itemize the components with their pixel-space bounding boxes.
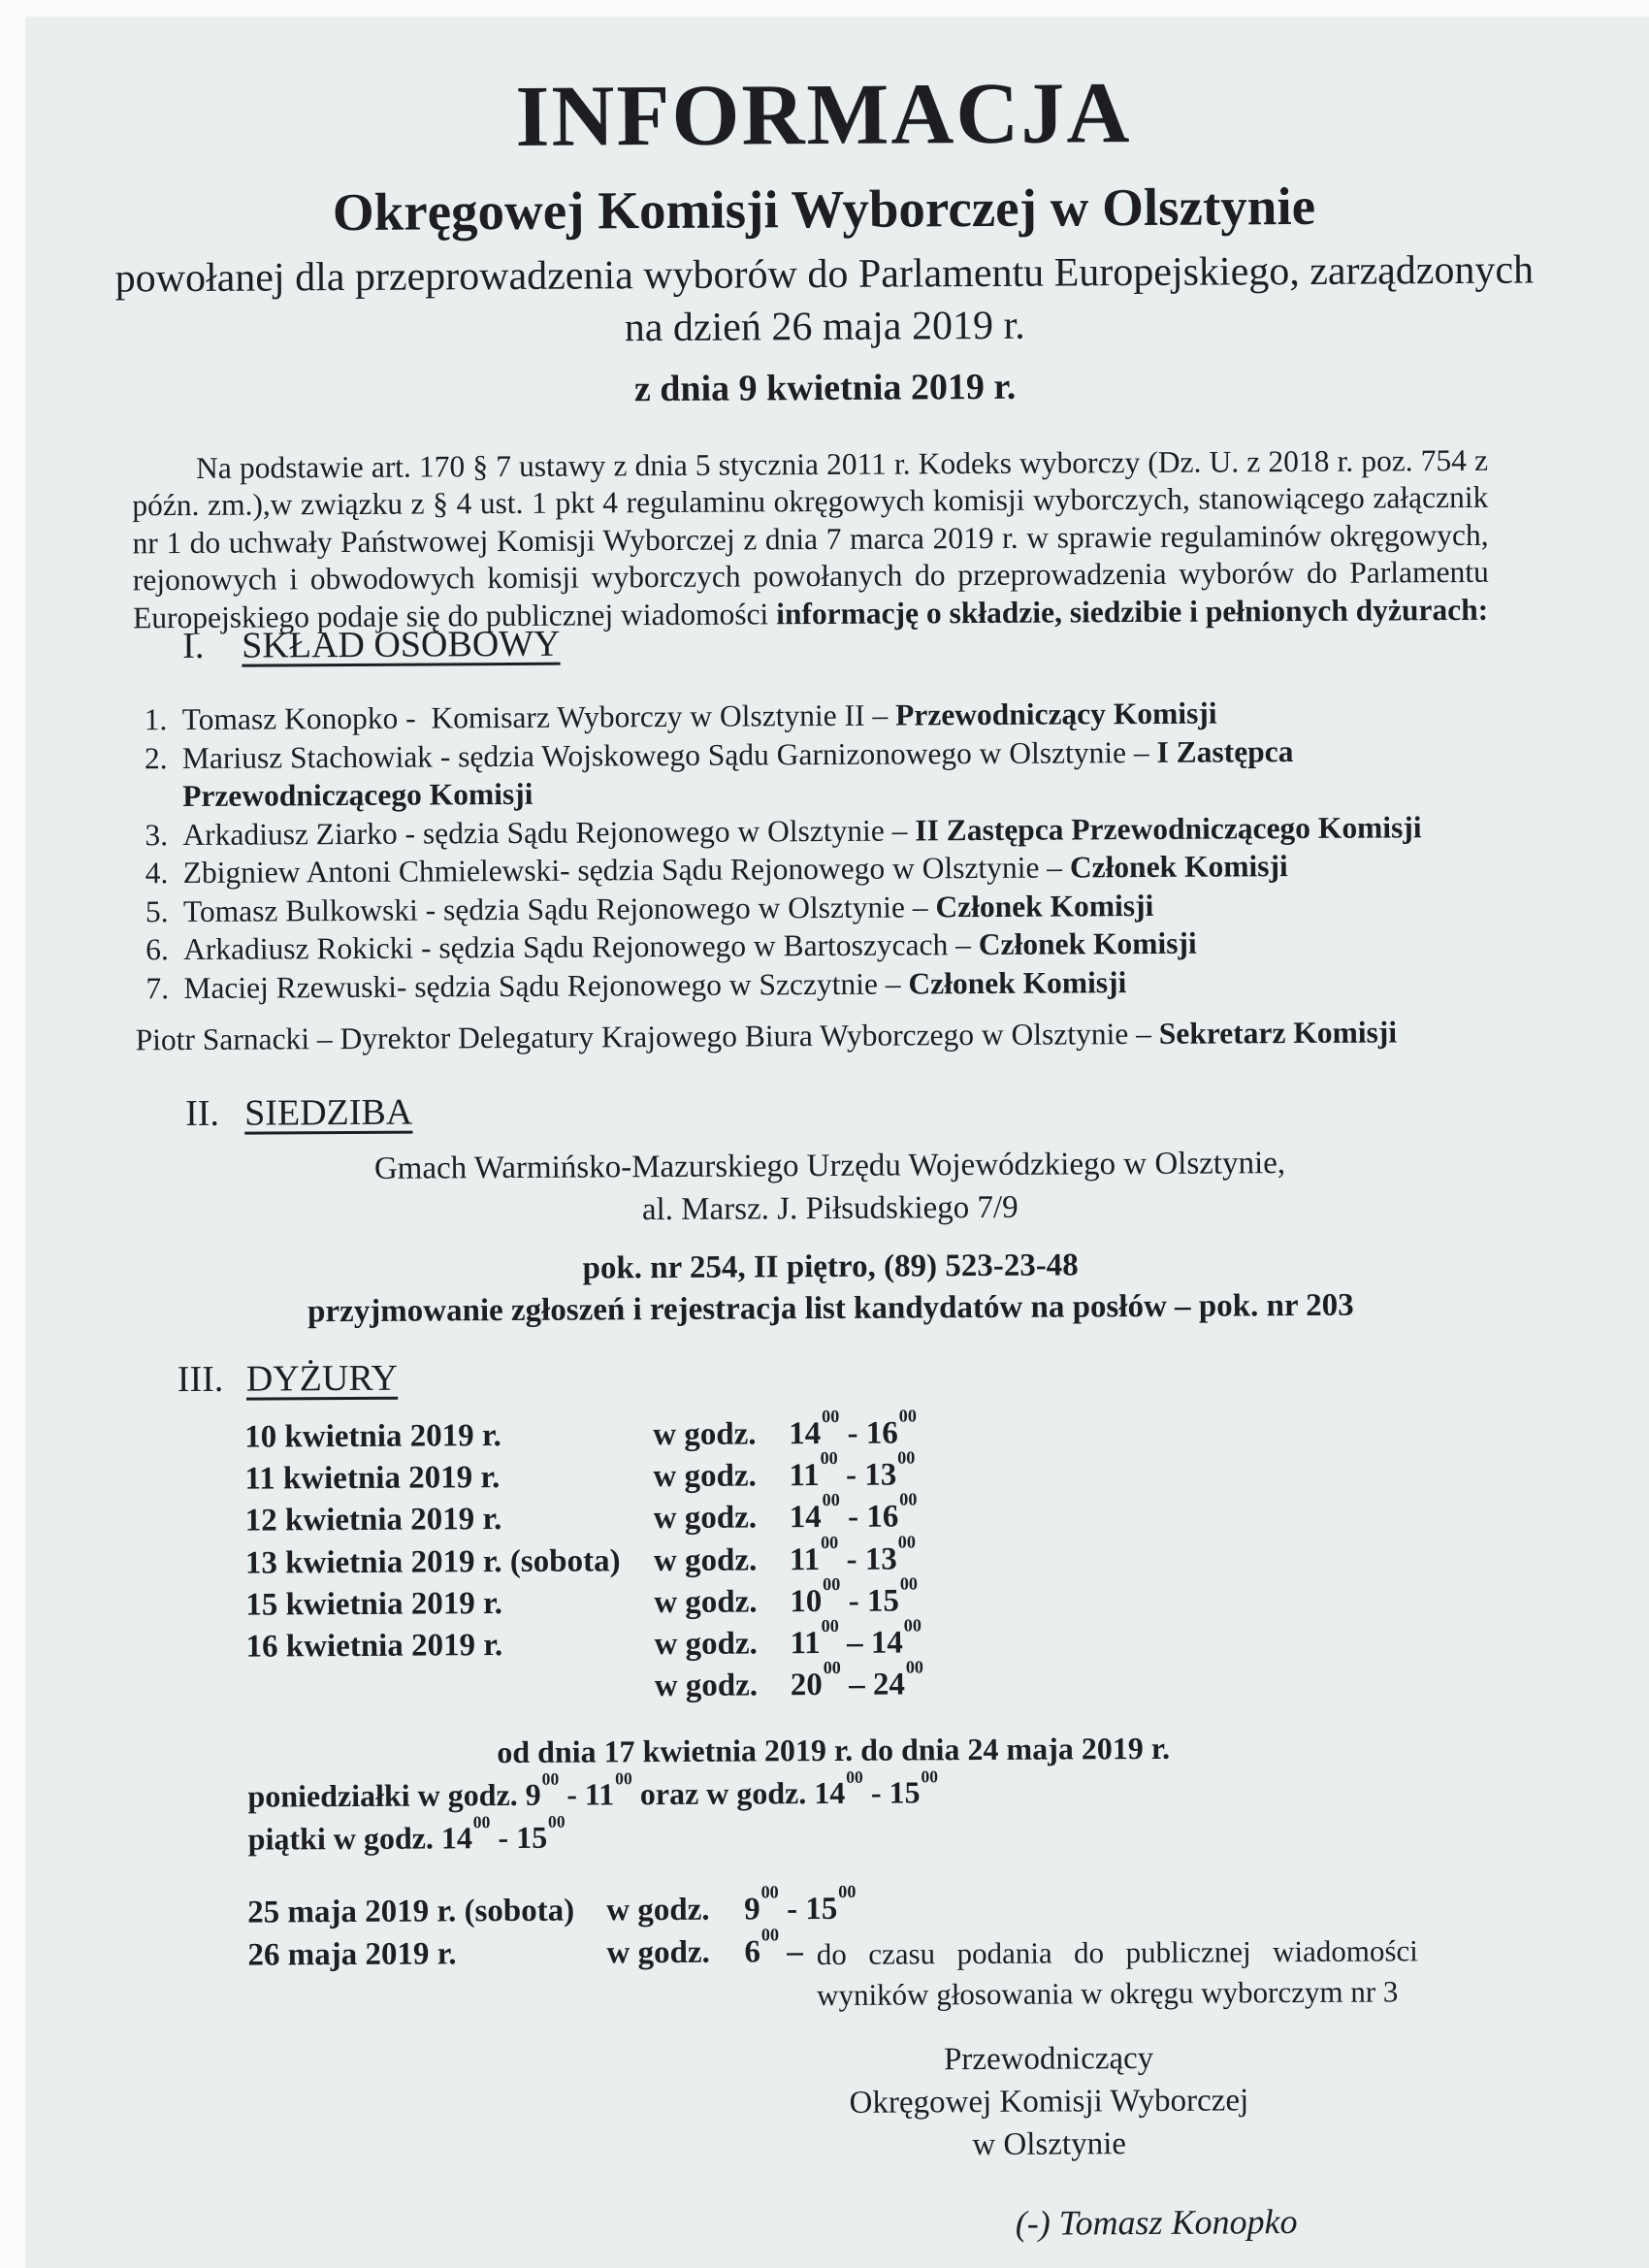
member-number: 2. <box>144 740 168 775</box>
section-1-numeral: I. <box>182 625 205 667</box>
duty-wgodz-label: w godz. <box>653 1458 757 1495</box>
member-text: Zbigniew Antoni Chmielewski- sędzia Sądu Rejonowego w Olsztynie – <box>182 850 1070 891</box>
duty-date: 10 kwietnia 2019 r. <box>244 1418 501 1455</box>
mondays-text2: oraz w godz. <box>631 1775 815 1812</box>
duty-hours: $11^{00} - 14^{00}$ <box>790 1615 922 1662</box>
section-2-heading <box>185 1093 412 1135</box>
duty-wgodz-label: w godz. <box>606 1892 710 1928</box>
duty-row <box>245 1573 1390 1629</box>
mondays-hours2: $14^{00} - 15^{00}$ <box>814 1766 939 1811</box>
member-row <box>146 960 1496 1007</box>
member-role: Przewodniczący Komisji <box>894 696 1217 732</box>
section-1-heading <box>182 625 561 667</box>
duty-hours: $11^{00} - 13^{00}$ <box>789 1532 916 1577</box>
election-day-note: do czasu podania do publicznej wiadomości wyników głosowania w okręgu wyborczym nr 3 <box>816 1932 1418 2012</box>
duty-row <box>244 1532 1390 1587</box>
duty-wgodz-label: w godz. <box>653 1416 757 1453</box>
mondays-text1: poniedziałki w godz. <box>247 1776 526 1814</box>
member-role: Członek Komisji <box>978 925 1197 962</box>
duty-wgodz-label: w godz. <box>606 1934 710 1970</box>
duty-row <box>244 1406 1389 1461</box>
duty-date: 12 kwietnia 2019 r. <box>244 1502 502 1539</box>
section-2-title: SIEDZIBA <box>244 1091 413 1134</box>
seat-room-phone: pok. nr 254, II piętro, (89) 523-23-48 <box>582 1247 1079 1286</box>
section-2-numeral: II. <box>185 1092 220 1135</box>
legal-basis-paragraph <box>132 441 1489 637</box>
document-subtitle-line2: powołanej dla przeprowadzenia wyborów do Parlamentu Europejskiego, zarządzonych <box>114 247 1535 302</box>
duty-date: 25 maja 2019 r. (sobota) <box>247 1893 575 1930</box>
duty-row <box>247 1924 1499 2019</box>
member-number: 6. <box>146 932 169 967</box>
signature-role-line3: w Olsztynie <box>972 2126 1127 2163</box>
duty-date: 13 kwietnia 2019 r. (sobota) <box>244 1542 621 1581</box>
secretary-role: Sekretarz Komisji <box>1158 1015 1398 1051</box>
duty-hours: $11^{00} - 13^{00}$ <box>789 1447 916 1494</box>
document-subtitle: Okręgowej Komisji Wyborczej w Olsztynie <box>332 176 1316 243</box>
duty-hours-cell <box>744 1924 1499 2016</box>
member-role: II Zastępca Przewodniczącego Komisji <box>915 809 1422 847</box>
period-header: od dnia 17 kwietnia 2019 r. do dnia 24 maja 2019 r. <box>497 1730 1171 1770</box>
seat-address-line2: al. Marsz. J. Piłsudskiego 7/9 <box>641 1189 1018 1228</box>
duty-date: 15 kwietnia 2019 r. <box>245 1585 503 1623</box>
duty-wgodz-label: w godz. <box>653 1542 758 1578</box>
legal-basis-text: Na podstawie art. 170 § 7 ustawy z dnia 5 stycznia 2011 r. Kodeks wyborczy (Dz. U. z 2018 r. poz. 754 z późn. zm.),w związku z § 4 ust. 1 pkt 4 regulaminu okręgowych komisji wyborczych, stanowiącego załącznik nr 1 do uchwały Państwowej Komisji Wyborczej z dnia 7 marca 2019 r. w sprawie regulaminów okręgowych, rejonowych i obwodowych komisji wyborczych powołanych do przeprowadzenia wyborów do Parlamentu Europejskiego podaje się do publicznej wiadomości <box>132 442 1489 635</box>
duty-date: 11 kwietnia 2019 r. <box>244 1460 501 1497</box>
duty-hours: $9^{00} - 15^{00}$ <box>744 1881 857 1928</box>
section-1-title: SKŁAD OSOBOWY <box>242 623 561 666</box>
duty-hours: $6^{00}$ – <box>744 1924 803 1970</box>
secretary-text: Piotr Sarnacki – Dyrektor Delegatury Krajowego Biura Wyborczego w Olsztynie – <box>135 1016 1159 1057</box>
duty-row <box>245 1615 1390 1670</box>
duty-hours-table <box>244 1406 1391 1713</box>
section-3-heading <box>178 1359 398 1401</box>
duty-wgodz-label: w godz. <box>654 1668 759 1704</box>
member-text: Maciej Rzewuski- sędzia Sądu Rejonowego w Szczytnie – <box>183 965 909 1005</box>
duty-row <box>244 1447 1389 1504</box>
members-list <box>145 693 1497 1007</box>
fridays-hours-line <box>247 1811 566 1858</box>
duty-row <box>244 1489 1390 1545</box>
duty-wgodz-label: w godz. <box>654 1584 758 1620</box>
mondays-hours-line <box>247 1766 939 1814</box>
duty-hours: $14^{00} - 16^{00}$ <box>789 1489 918 1536</box>
signature-name: (-) Tomasz Konopko <box>1015 2202 1298 2243</box>
document-date-line: z dnia 9 kwietnia 2019 r. <box>633 366 1017 410</box>
duty-wgodz-label: w godz. <box>654 1626 758 1663</box>
signature-block <box>758 2036 1341 2168</box>
fridays-text1: piątki w godz. <box>247 1820 441 1857</box>
duty-hours: $10^{00} - 15^{00}$ <box>790 1573 918 1619</box>
member-number: 1. <box>144 702 168 737</box>
member-number: 7. <box>146 970 170 1005</box>
legal-basis-bold: informację o składzie, siedzibie i pełnionych dyżurach: <box>776 592 1489 632</box>
member-text: Tomasz Konopko - Komisarz Wyborczy w Olsztynie II – <box>181 697 896 737</box>
member-text: Arkadiusz Ziarko - sędzia Sądu Rejonowego w Olsztynie – <box>182 812 916 852</box>
member-text: Mariusz Stachowiak - sędzia Wojskowego Sądu Garnizonowego w Olsztynie – <box>181 734 1157 775</box>
duty-row <box>247 1881 1499 1937</box>
duty-row <box>246 1657 1391 1713</box>
duty-hours: $20^{00} - 24^{00}$ <box>790 1657 924 1703</box>
member-role: I Zastępca Przewodniczącego Komisji <box>182 733 1294 814</box>
member-role: Członek Komisji <box>908 964 1127 1000</box>
section-3-numeral: III. <box>177 1358 224 1401</box>
document-title: INFORMACJA <box>515 65 1132 165</box>
election-days-table <box>247 1881 1500 2019</box>
member-text: Tomasz Bulkowski - sędzia Sądu Rejonowego w Olsztynie – <box>182 889 936 928</box>
secretary-line <box>136 1015 1492 1058</box>
member-row <box>145 730 1495 816</box>
member-role: Członek Komisji <box>1069 849 1288 885</box>
member-text: Arkadiusz Rokicki - sędzia Sądu Rejonowego w Bartoszycach – <box>183 927 979 967</box>
seat-registration-info: przyjmowanie zgłoszeń i rejestracja list kandydatów na posłów – pok. nr 203 <box>307 1287 1354 1330</box>
duty-date: 26 maja 2019 r. <box>247 1935 457 1973</box>
seat-address-line1: Gmach Warmińsko-Mazurskiego Urzędu Wojewódzkiego w Olsztynie, <box>373 1146 1286 1186</box>
member-number: 3. <box>145 817 169 852</box>
mondays-hours1: $9^{00} - 11^{00}$ <box>525 1767 632 1812</box>
signature-role-line1: Przewodniczący <box>943 2040 1154 2078</box>
member-role: Członek Komisji <box>935 888 1154 923</box>
signature-role-line2: Okręgowej Komisji Wyborczej <box>849 2083 1249 2121</box>
duty-wgodz-label: w godz. <box>653 1500 758 1537</box>
member-number: 5. <box>145 893 169 928</box>
document-subtitle-line3: na dzień 26 maja 2019 r. <box>624 303 1025 351</box>
section-3-title: DYŻURY <box>245 1357 399 1400</box>
duty-date: 16 kwietnia 2019 r. <box>245 1627 503 1665</box>
member-number: 4. <box>145 856 169 891</box>
fridays-hours1: $14^{00} - 15^{00}$ <box>440 1811 566 1856</box>
duty-hours: $14^{00} - 16^{00}$ <box>789 1406 917 1452</box>
